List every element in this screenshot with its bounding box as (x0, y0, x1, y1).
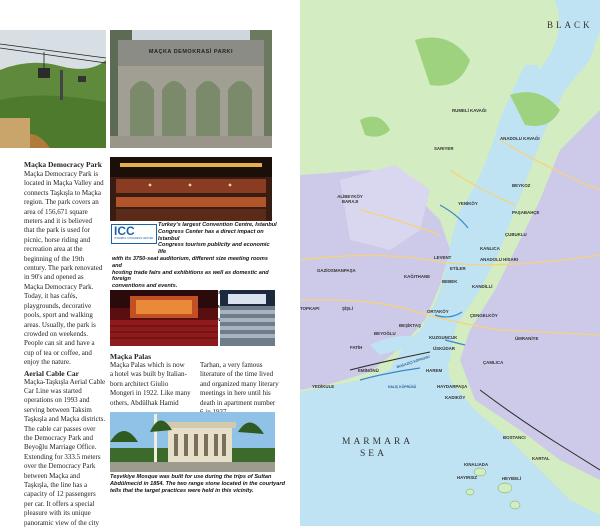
cable-car-text-line: the Democracy Park and (24, 433, 93, 442)
icc-caption-line: with its 3750-seat auditorium, different size meeting rooms and (112, 255, 268, 269)
cable-car-text-line: Extending for 333.5 meters (24, 452, 101, 461)
democracy-park-text-line: located in Maçka Valley and (24, 179, 104, 188)
cable-car-text-line: between Maçka and (24, 471, 80, 480)
cable-car-heading: Aerial Cable Car (24, 368, 79, 378)
cable-car-text-line: Car Line was started (24, 386, 82, 395)
democracy-park-text-line: meters and it is believed (24, 217, 93, 226)
map-label-halic-bridge: HALİÇ KÖPRÜSÜ (388, 385, 417, 389)
cable-car-text-line: over the Democracy Park (24, 462, 96, 471)
map-label-cengelkoy: ÇENGELKÖY (470, 313, 498, 318)
democracy-park-text-line: pools, sport and walking (24, 311, 93, 320)
map-label-fatih: FATİH (350, 345, 363, 350)
democracy-park-text-line: Today, it has cafés, (24, 292, 78, 301)
democracy-park-text-line: region. The park covers an (24, 198, 99, 207)
map-label-levent: LEVENT (434, 255, 452, 260)
map-label-yedikule: YEDİKULE (312, 384, 335, 389)
democracy-park-text-line: cup of tea or coffee, and (24, 348, 92, 357)
map-label-topkapi: TOPKAPI (300, 306, 320, 311)
macka-palas-text-line: literature of the time lived (200, 370, 274, 379)
map-label-bebek: BEBEK (442, 279, 458, 284)
marmara-label: MARMARA (342, 437, 414, 447)
macka-palas-text-line: meetings in here until his (200, 389, 271, 398)
map-label-beyoglu: BEYOĞLU (374, 331, 396, 336)
democracy-park-text-line: Maçka Democracy Park. (24, 282, 94, 291)
cable-car-text-line: capacity of 12 passengers (24, 490, 96, 499)
cable-car-text-line: panoramic view of the city (24, 518, 100, 527)
macka-palas-text-line: Maçka Palas which is now (110, 361, 185, 369)
map-label-kinaliada: KINALIADA (464, 462, 489, 467)
democracy-park-text-line: People can sit and have a (24, 339, 95, 348)
map-label-kartal: KARTAL (532, 456, 550, 461)
democracy-park-text-line: areas. Usually, the park is (24, 320, 96, 329)
map-label-bosphorus-bridge: BOĞAZİÇİ KÖPRÜSÜ (396, 354, 431, 370)
map-label-kuzguncuk: KUZGUNCUK (429, 335, 458, 340)
map-label-sariyer: SARIYER (434, 146, 454, 151)
icc-caption-line: Congress Center has a direct impact on Istanbul (158, 228, 264, 242)
map-label-eminonu: EMİNÖNÜ (358, 368, 379, 373)
map-label-uskudar: ÜSKÜDAR (433, 346, 455, 351)
macka-palas-continued (200, 361, 280, 417)
map-label-alibeykoy: ALİBEYKÖY BARAJI (337, 194, 363, 204)
mosque-caption-line: Abdülmecid in 1854. The two range stone located in the courtyard (110, 480, 285, 487)
democracy-park-arch-photo (110, 30, 272, 148)
democracy-park-text-line: area of 156,671 square (24, 207, 88, 216)
macka-palas-text-line: born architect Giulio (110, 379, 169, 388)
map-label-bostanci: BOSTANCI (503, 435, 526, 440)
map-label-kadikoy: KADIKÖY (445, 395, 466, 400)
open-air-theatre-photo (220, 290, 275, 346)
map-label-kagithane: KAĞITHANE (404, 274, 431, 279)
cable-car-text-line: serving between Taksim (24, 405, 92, 414)
map-label-harem: HAREM (426, 368, 443, 373)
auditorium-photo (110, 290, 218, 346)
cable-car-text-line: Beyoğlu Marriage Office. (24, 443, 97, 452)
macka-palas-text-line: and organized many literary (200, 379, 279, 388)
cable-car-text-line: per car. It offers a special (24, 499, 95, 508)
map-label-heybeli: HEYBELİ (502, 476, 522, 481)
map-label-ortakoy: ORTAKÖY (427, 309, 449, 314)
map-label-hayirsiz: HAYIRSIZ (457, 475, 478, 480)
cable-car-text-line: The cable car passes over (24, 424, 96, 433)
democracy-park-text-line: Maçka Democracy Park is (24, 170, 99, 178)
map-label-haydarpasa: HAYDARPAŞA (437, 384, 468, 389)
map-label-umraniye: ÜMRANİYE (515, 336, 539, 341)
mosque-caption-line: tells that the target practices were held in this vicinity. (110, 487, 254, 494)
cable-car-body (24, 378, 108, 528)
map-label-rumeli-kavagi: RUMELİ KAVAĞI (452, 108, 487, 113)
map-label-kandilli: KANDİLLİ (472, 284, 493, 289)
map-label-anadolu-kavagi: ANADOLU KAVAĞI (500, 136, 540, 141)
map-label-kanlica: KANLICA (480, 246, 500, 251)
icc-logo-subtext: ISTANBUL CONGRESS CENTER (114, 237, 154, 240)
map-label-cubuklu: ÇUBUKLU (505, 232, 527, 237)
macka-palas-text-line: others, Abdülhak Hamid (110, 398, 179, 407)
cable-car-text-line: operations on 1993 and (24, 396, 90, 405)
democracy-park-text-line: connects Taşkışla to Maçka (24, 188, 101, 197)
map-label-gaziosmanpasa: GAZİOSMANPAŞA (317, 268, 356, 273)
democracy-park-text-line: enjoy the nature. (24, 358, 71, 367)
macka-palas-text-line: Mongeri in 1922. Like many (110, 389, 191, 398)
icc-hall-photo (110, 157, 272, 221)
democracy-park-text-line: recreation area at the (24, 245, 83, 254)
democracy-park-heading: Maçka Democracy Park (24, 160, 102, 169)
democracy-park-section (24, 160, 108, 528)
macka-palas-section (110, 352, 202, 408)
democracy-park-text-line: that the park is used for (24, 226, 90, 235)
mosque-caption-line: Teşvikiye Mosque was built for use during the trips of Sultan (110, 474, 272, 480)
sea-label: SEA (360, 449, 387, 459)
arch-sign: MAÇKA DEMOKRASİ PARKI (148, 49, 234, 55)
cable-car-photo (0, 30, 106, 148)
mosque-caption (110, 474, 285, 494)
tesvikiye-mosque-photo (110, 412, 275, 472)
macka-palas-text-line: Tarhan, a very famous (200, 361, 263, 369)
cable-car-text-line: Taşkışla and Maçka districts. (24, 415, 106, 424)
macka-palas-body-continued (200, 361, 280, 417)
democracy-park-text-line: picnic, horse riding and (24, 235, 91, 244)
democracy-park-text-line: crowded on weekends. (24, 329, 88, 338)
cable-car-text-line: Taşkışla, the line has a (24, 481, 88, 489)
map-label-beykoz: BEYKOZ (512, 183, 531, 188)
map-label-camlica: ÇAMLICA (483, 360, 504, 365)
democracy-park-text-line: in 90's and opened as (24, 273, 84, 282)
map-label-besiktas: BEŞİKTAŞ (399, 323, 421, 328)
icc-caption-line: hosting trade fairs and exhibitions as well as domestic and foreign (112, 269, 269, 283)
cable-car-text-line: pleasure with its unique (24, 509, 91, 518)
macka-palas-text-line: a hotel was built by Italian- (110, 370, 187, 379)
icc-caption-line: Congress tourism publicity and economic life (158, 242, 270, 256)
democracy-park-text-line: century. The park renovated (24, 264, 103, 273)
icc-caption-line: Turkey's largest Convention Centre, Istanbul (158, 222, 277, 228)
cable-car-text-line: Maçka-Taşkışla Aerial Cable (24, 377, 106, 386)
black-sea-label: BLACK (547, 20, 593, 30)
macka-palas-heading: Maçka Palas (110, 352, 152, 361)
map-label-pasabahce: PAŞABAHÇE (512, 210, 540, 215)
icc-caption-line: conventions and events. (112, 283, 178, 290)
macka-palas-text-line: death in apartment number (200, 398, 276, 407)
democracy-park-text-line: beginning of the 19th (24, 254, 85, 263)
map-label-yenikoy: YENİKÖY (458, 201, 478, 206)
map-label-sisli: ŞİŞLİ (342, 306, 353, 311)
map-label-anadolu-hisari: ANADOLU HİSARI (480, 257, 519, 262)
map-label-etiler: ETİLER (450, 266, 466, 271)
istanbul-map (300, 0, 600, 526)
macka-palas-body (110, 361, 202, 408)
democracy-park-text-line: playgrounds, decorative (24, 301, 92, 310)
icc-logo-text: ICC (114, 224, 135, 238)
democracy-park-body (24, 170, 108, 368)
